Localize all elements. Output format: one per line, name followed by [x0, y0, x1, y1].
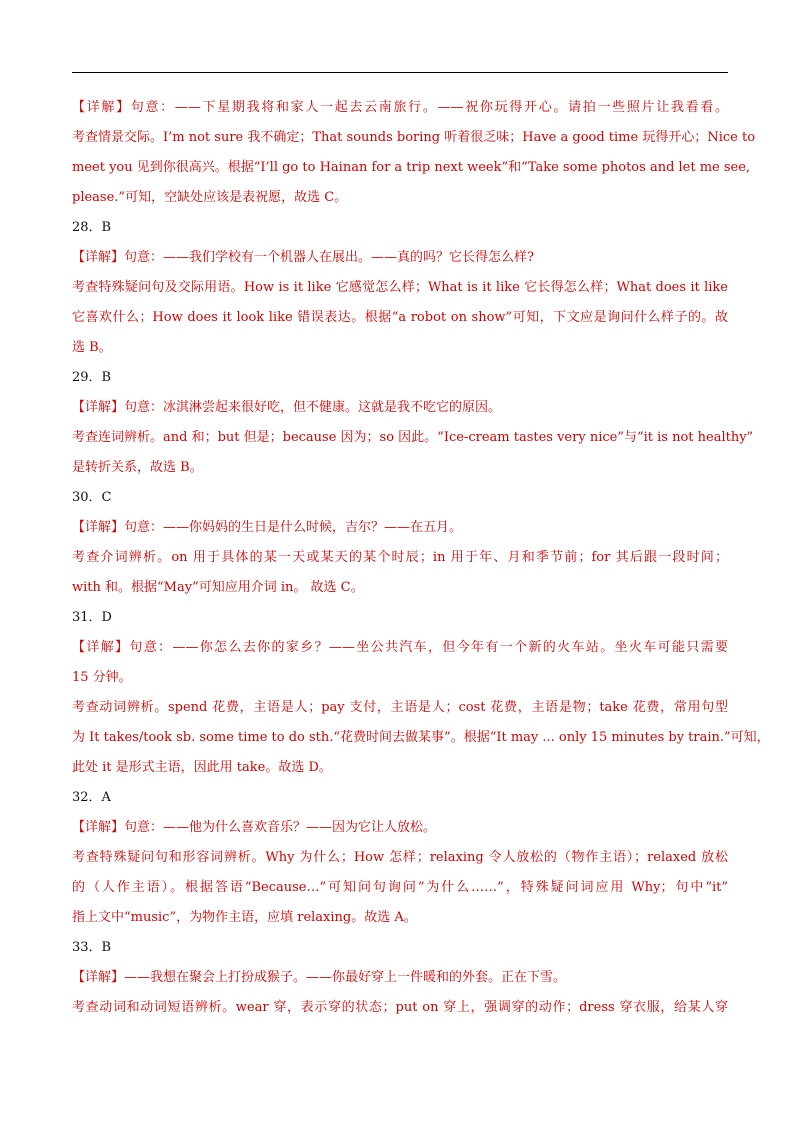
- explanation-line: 考查动词和动词短语辨析。wear 穿，表示穿的状态；put on 穿上，强调穿的动作；dress 穿衣服，给某人穿: [72, 1000, 728, 1015]
- explanation-line: please.”可知，空缺处应该是表祝愿，故选 C。: [72, 190, 348, 205]
- explanation-line: with 和。根据“May”可知应用介词 in。 故选 C。: [72, 580, 364, 595]
- explanation-line: 此处 it 是形式主语，因此用 take。故选 D。: [72, 760, 332, 775]
- explanation-line: 考查特殊疑问句及交际用语。How is it like 它感觉怎么样；What is it like 它长得怎么样；What does it like: [72, 280, 728, 295]
- detail-line: 【详解】句意：——他为什么喜欢音乐？——因为它让人放松。: [72, 820, 437, 835]
- explanation-line: 的（人作主语）。根据答语“Because…”可知问句询问“为什么……”，特殊疑问词应用 Why；句中“it”: [72, 880, 729, 895]
- explanation-line: 考查动词辨析。spend 花费，主语是人；pay 支付，主语是人；cost 花费，主语是物；take 花费，常用句型: [72, 700, 728, 715]
- explanation-line: 选 B。: [72, 340, 112, 355]
- answer-number: 33．B: [72, 940, 112, 955]
- explanation-line: 是转折关系，故选 B。: [72, 460, 203, 475]
- answer-number: 28．B: [72, 220, 112, 235]
- answer-number: 32．A: [72, 790, 111, 805]
- explanation-line: 考查情景交际。I’m not sure 我不确定；That sounds boring 听着很乏味；Have a good time 玩得开心；Nice to: [72, 130, 756, 145]
- explanation-line: meet you 见到你很高兴。根据“I’ll go to Hainan for a trip next week”和“Take some photos and let me see,: [72, 160, 751, 175]
- explanation-line: 考查特殊疑问句和形容词辨析。Why 为什么；How 怎样；relaxing 令人放松的（物作主语）；relaxed 放松: [72, 850, 728, 865]
- explanation-line: 它喜欢什么；How does it look like 错误表达。根据“a robot on show”可知，下文应是询问什么样子的。故: [72, 310, 728, 325]
- explanation-line: 为 It takes/took sb. some time to do sth.“花费时间去做某事”。根据“It may ... only 15 minutes by train.”可知，: [72, 730, 770, 745]
- explanation-line: 考查介词辨析。on 用于具体的某一天或某天的某个时辰；in 用于年、月和季节前；for 其后跟一段时间；: [72, 550, 728, 565]
- answer-explanations: [72, 93, 770, 1023]
- detail-line: 【详解】句意：——下星期我将和家人一起去云南旅行。——祝你玩得开心。请拍一些照片让我看看。: [72, 100, 728, 115]
- detail-line: 【详解】句意：冰淇淋尝起来很好吃，但不健康。这就是我不吃它的原因。: [72, 400, 502, 415]
- answer-number: 31．D: [72, 610, 112, 625]
- detail-line: 【详解】句意：——你怎么去你的家乡？——坐公共汽车，但今年有一个新的火车站。坐火车可能只需要: [72, 640, 728, 655]
- header-rule: [72, 72, 728, 73]
- detail-line: 【详解】句意：——我们学校有一个机器人在展出。——真的吗？它长得怎么样?: [72, 250, 534, 265]
- explanation-line: 15 分钟。: [72, 670, 132, 685]
- answer-number: 30．C: [72, 490, 112, 505]
- explanation-line: 考查连词辨析。and 和；but 但是；because 因为；so 因此。“Ice-cream tastes very nice”与“it is not healthy”: [72, 430, 754, 445]
- detail-line: 【详解】——我想在聚会上打扮成猴子。——你最好穿上一件暖和的外套。正在下雪。: [72, 970, 567, 985]
- answer-number: 29．B: [72, 370, 112, 385]
- detail-line: 【详解】句意：——你妈妈的生日是什么时候，吉尔？——在五月。: [72, 520, 463, 535]
- explanation-line: 指上文中“music”，为物作主语，应填 relaxing。故选 A。: [72, 910, 417, 925]
